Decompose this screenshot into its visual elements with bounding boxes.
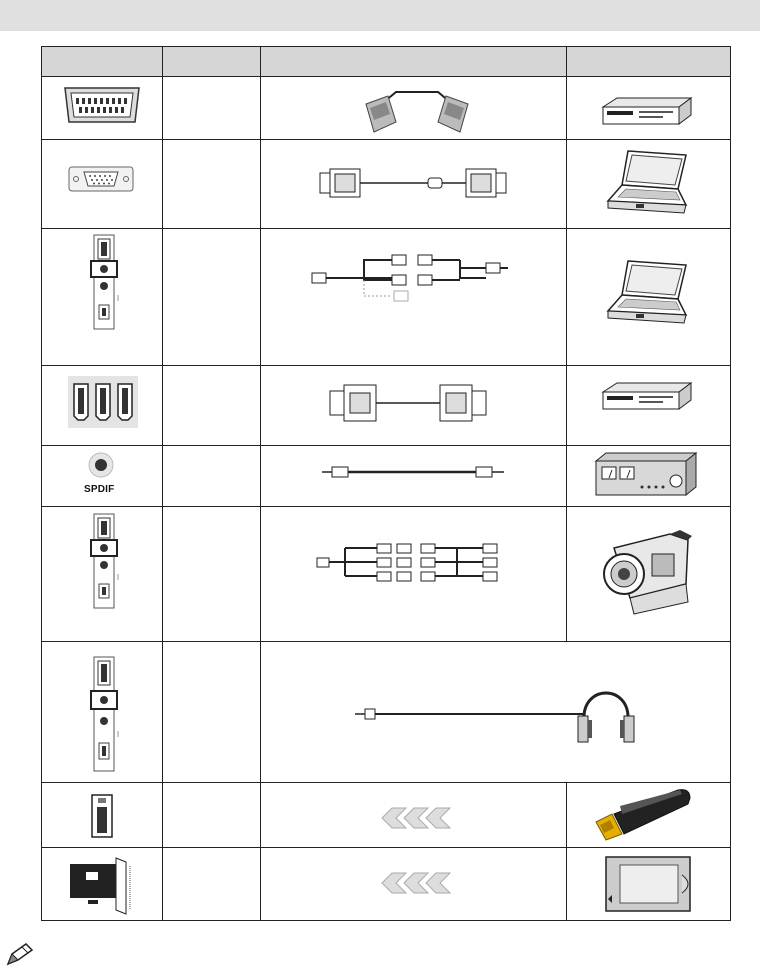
row-divider <box>42 139 730 140</box>
insert-arrows-icon <box>370 871 454 895</box>
usb-socket-icon <box>90 793 114 839</box>
amplifier-icon <box>594 451 698 497</box>
hdmi-sockets-icon <box>68 376 138 428</box>
row-divider <box>42 641 730 642</box>
laptop-icon <box>606 259 690 327</box>
vcr-icon <box>599 380 695 412</box>
tv-ci-slot-icon <box>70 856 136 916</box>
coax-cable-icon <box>320 464 506 480</box>
row-divider <box>42 228 730 229</box>
col-divider-3b <box>566 782 567 920</box>
camcorder-icon <box>600 528 694 616</box>
scart-cable-icon <box>362 82 472 136</box>
insert-arrows-icon <box>370 806 454 830</box>
row-divider <box>42 782 730 783</box>
row-divider <box>42 365 730 366</box>
vga-socket-icon <box>67 165 135 193</box>
row-divider <box>42 847 730 848</box>
spdif-socket-icon <box>87 451 115 479</box>
av-cable-icon <box>315 540 519 584</box>
col-divider-3a <box>566 47 567 641</box>
col-divider-1 <box>162 47 163 920</box>
row-divider <box>42 445 730 446</box>
headphones-icon <box>576 676 636 748</box>
audio-cable-icon <box>308 248 524 304</box>
ci-module-icon <box>604 855 694 913</box>
usb-stick-icon <box>590 784 694 842</box>
hdmi-cable-icon <box>328 381 488 425</box>
vga-cable-icon <box>318 165 508 203</box>
table-header <box>42 47 730 77</box>
pencil-note-icon <box>4 942 34 968</box>
side-panel-icon <box>88 512 124 610</box>
vcr-icon <box>599 95 695 127</box>
row-divider <box>42 506 730 507</box>
side-panel-icon <box>88 655 124 773</box>
scart-socket-icon <box>61 85 143 125</box>
col-divider-2 <box>260 47 261 920</box>
top-bar <box>0 0 760 31</box>
laptop-icon <box>606 149 690 217</box>
side-panel-icon <box>88 233 124 331</box>
spdif-label: SPDIF <box>84 484 115 495</box>
